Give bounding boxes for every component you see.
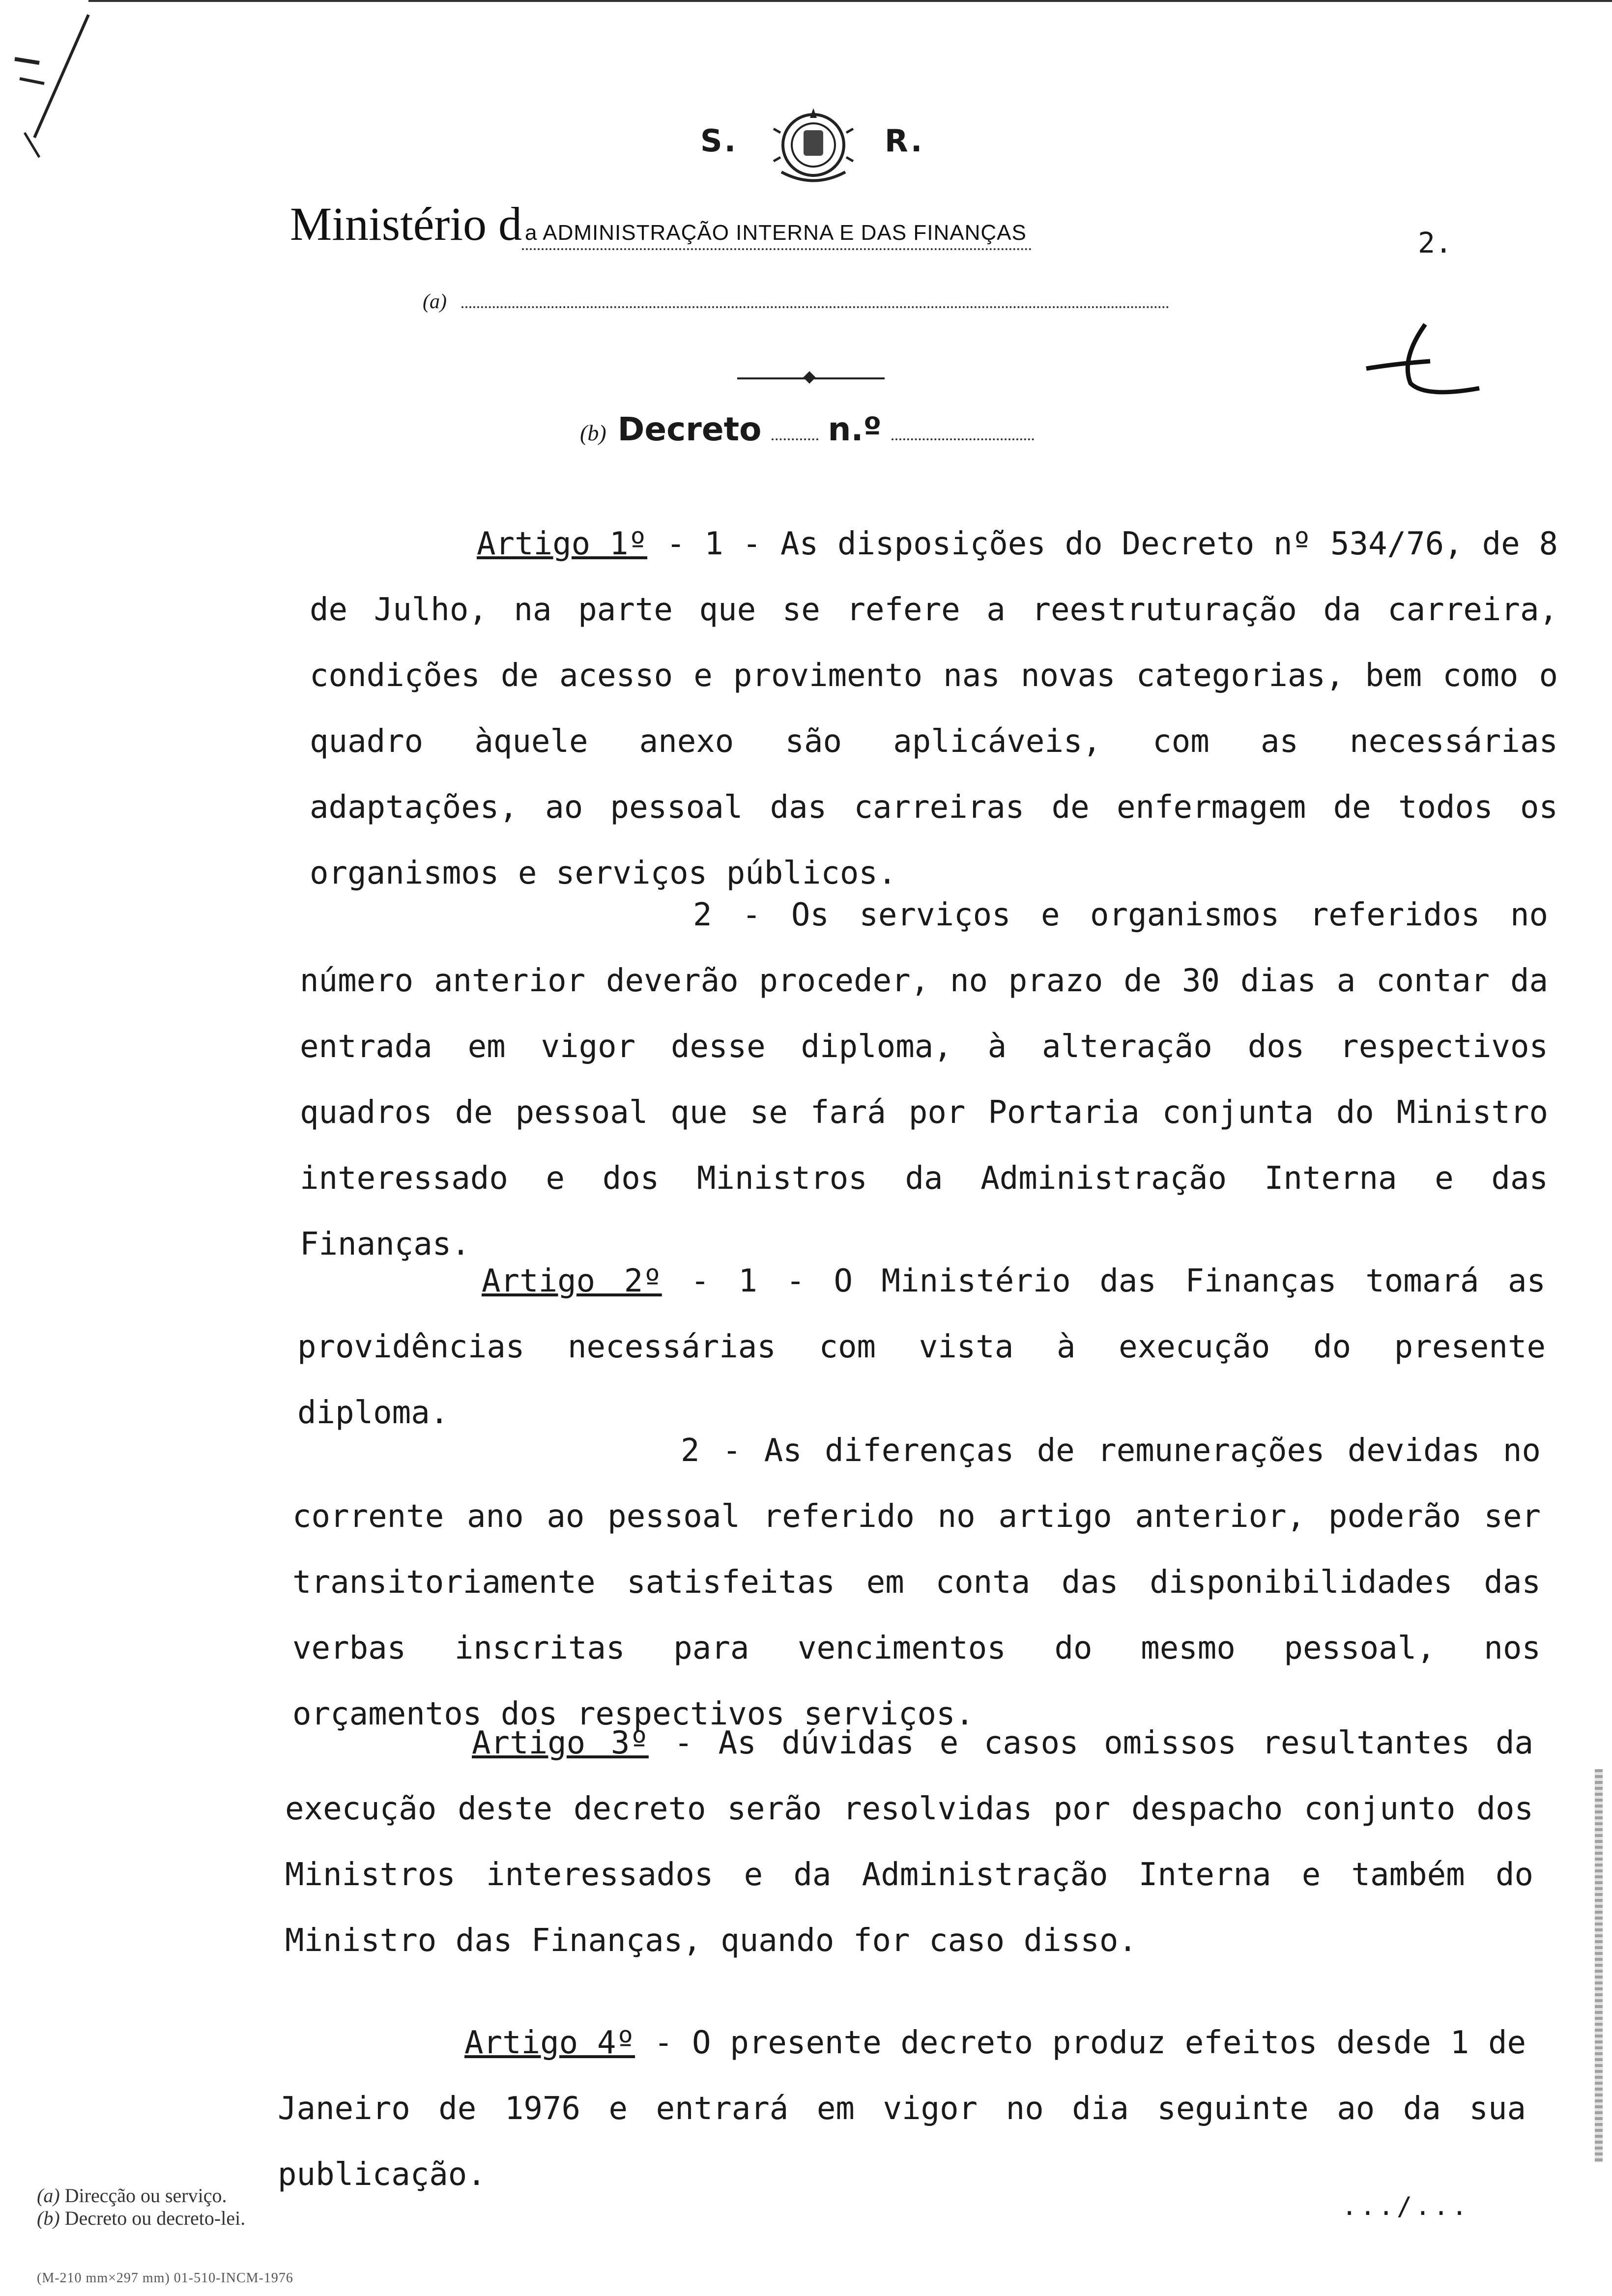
article-1-text: - 1 - As disposições do Decreto nº 534/76, de 8 de Julho, na parte que se refere a reestruturação da carreira, condições de acesso e provimento nas novas categorias, bem como o quadro àquele anexo são aplicáveis, com as necessárias adaptações, ao pessoal das carreiras de enfermagem de todos os organismos e serviços públicos. <box>310 526 1558 891</box>
article-3-text: - As dúvidas e casos omissos resultantes da execução deste decreto serão resolvidas por despacho conjunto dos Ministros interessados e da Administração Interna e também do Ministro das Finanças, quando for caso disso. <box>285 1725 1533 1959</box>
article-3-paragraph <box>285 1710 1533 1974</box>
article-2-text: - 1 - O Ministério das Finanças tomará as providências necessárias com vista à execução do presente diploma. <box>297 1263 1546 1431</box>
continuation-mark: .../... <box>1342 2192 1470 2221</box>
header-s: S. <box>700 123 738 159</box>
article-2-paragraph-2 <box>292 1418 1541 1747</box>
article-3-heading: Artigo 3º <box>472 1725 649 1761</box>
article-1-heading: Artigo 1º <box>477 526 648 562</box>
coat-of-arms-icon <box>772 103 855 187</box>
footnotes <box>37 2184 245 2230</box>
article-1-paragraph-1 <box>310 511 1558 906</box>
header-divider <box>737 377 885 379</box>
article-4-text: - O presente decreto produz efeitos desde 1 de Janeiro de 1976 e entrará em vigor no dia seguinte ao da sua publicação. <box>278 2025 1526 2193</box>
footnote-b: (b) Decreto ou decreto-lei. <box>37 2207 246 2229</box>
direction-line <box>423 290 1169 314</box>
header-r: R. <box>885 123 924 159</box>
footnote-a: (a) Direcção ou serviço. <box>37 2184 227 2207</box>
decree-label: Decreto <box>617 410 762 448</box>
binding-edge <box>1595 1769 1603 2162</box>
top-edge-rule <box>88 0 1612 2</box>
ministry-prefix: Ministério d <box>290 198 522 250</box>
decree-number-line <box>580 410 1034 448</box>
article-4-heading: Artigo 4º <box>464 2025 635 2061</box>
ministry-heading <box>290 197 1032 251</box>
decree-marker: (b) <box>580 420 606 445</box>
decree-number-blank <box>892 438 1034 440</box>
ministry-department: a ADMINISTRAÇÃO INTERNA E DAS FINANÇAS <box>522 221 1032 250</box>
margin-pen-mark <box>5 10 103 167</box>
decree-number-label: n.º <box>828 410 882 448</box>
article-2-paragraph-1 <box>297 1248 1546 1446</box>
article-2-heading: Artigo 2º <box>482 1263 662 1299</box>
article-1-2-text: 2 - Os serviços e organismos referidos no número anterior deverão proceder, no prazo de 30 dias a contar da entrada em vigor desse diploma, à alteração dos respectivos quadros de pessoal que se fará por Portaria conjunta do Ministro interessado e dos Ministros da Administração Interna e das Finanças. <box>300 897 1548 1263</box>
article-4-paragraph <box>278 2010 1526 2208</box>
direction-marker: (a) <box>423 290 447 313</box>
handwritten-mark <box>1356 315 1484 413</box>
article-1-paragraph-2 <box>300 882 1548 1277</box>
print-code: (M-210 mm×297 mm) 01-510-INCM-1976 <box>37 2270 293 2286</box>
page-number: 2. <box>1418 226 1452 259</box>
decree-blank <box>772 438 818 440</box>
article-2-2-text: 2 - As diferenças de remunerações devidas no corrente ano ao pessoal referido no artigo anterior, poderão ser transitoriamente satisfeitas em conta das disponibilidades das verbas inscritas para vencimentos do mesmo pessoal, nos orçamentos dos respectivos serviços. <box>292 1433 1541 1732</box>
direction-blank <box>461 306 1169 308</box>
